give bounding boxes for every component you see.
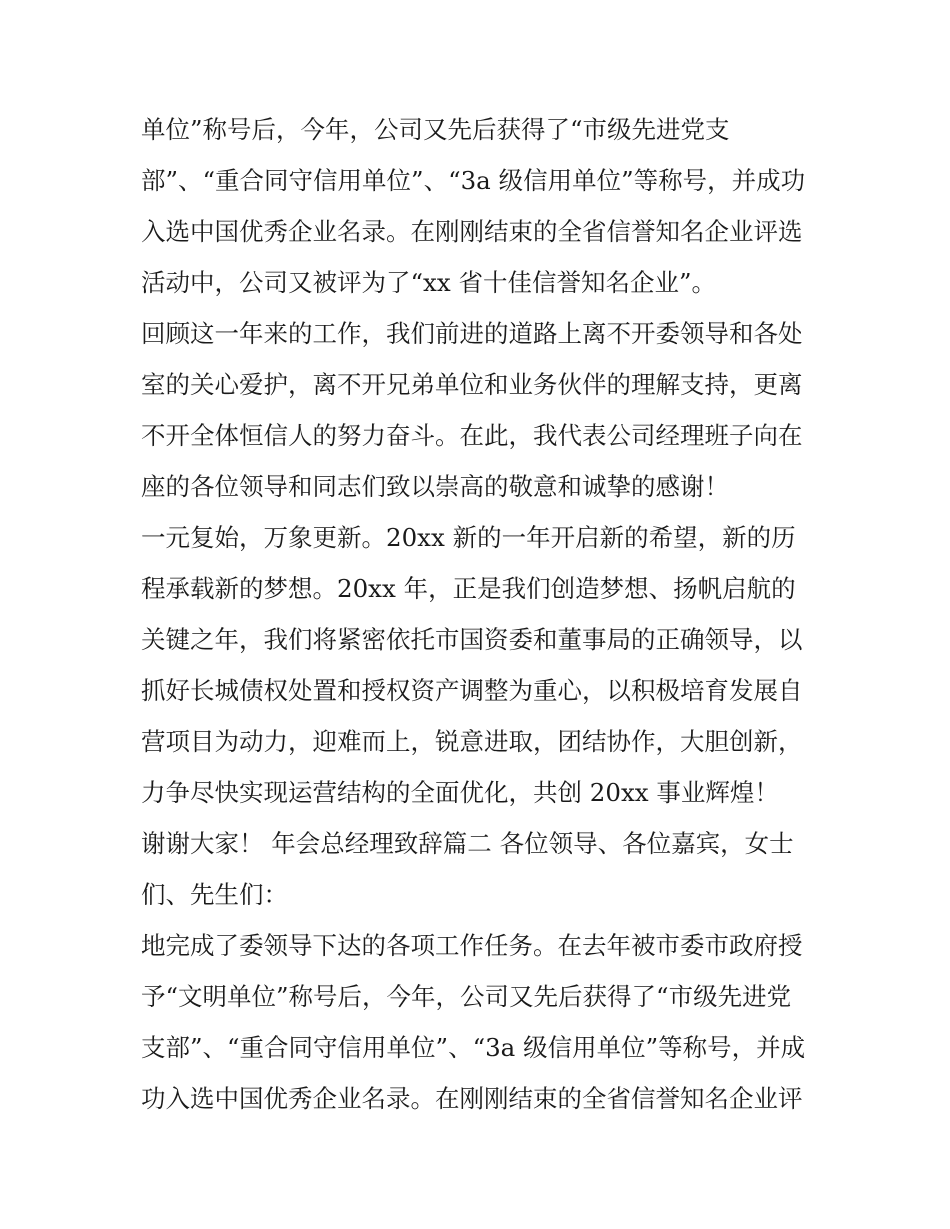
text-line: 部”、“重合同守信用单位”、“3a 级信用单位”等称号，并成功: [141, 166, 806, 195]
text-line: 单位”称号后，今年，公司又先后获得了“市级先进党支: [141, 115, 730, 144]
text-line: 们、先生们：: [141, 880, 288, 909]
text-line: 力争尽快实现运营结构的全面优化，共创 20xx 事业辉煌！: [141, 778, 779, 807]
text-line: 回顾这一年来的工作，我们前进的道路上离不开委领导和各处: [141, 319, 803, 348]
text-line: 功入选中国优秀企业名录。在刚刚结束的全省信誉知名企业评: [141, 1084, 803, 1113]
text-line: 关键之年，我们将紧密依托市国资委和董事局的正确领导，以: [141, 625, 803, 654]
body-text: [141, 104, 841, 1124]
text-line: 座的各位领导和同志们致以崇高的敬意和诚挚的感谢！: [141, 472, 729, 501]
text-line: 支部”、“重合同守信用单位”、“3a 级信用单位”等称号，并成: [141, 1033, 806, 1062]
text-line: 程承载新的梦想。20xx 年，正是我们创造梦想、扬帆启航的: [141, 574, 796, 603]
text-line: 营项目为动力，迎难而上，锐意进取，团结协作，大胆创新，: [141, 727, 803, 756]
text-line: 谢谢大家！ 年会总经理致辞篇二 各位领导、各位嘉宾，女士: [141, 829, 794, 858]
text-line: 室的关心爱护，离不开兄弟单位和业务伙伴的理解支持，更离: [141, 370, 803, 399]
text-line: 活动中，公司又被评为了“xx 省十佳信誉知名企业”。: [141, 268, 716, 297]
text-line: 地完成了委领导下达的各项工作任务。在去年被市委市政府授: [141, 931, 803, 960]
text-line: 予“文明单位”称号后，今年，公司又先后获得了“市级先进党: [141, 982, 792, 1011]
text-line: 一元复始，万象更新。20xx 新的一年开启新的希望，新的历: [141, 523, 796, 552]
text-line: 不开全体恒信人的努力奋斗。在此，我代表公司经理班子向在: [141, 421, 803, 450]
text-line: 抓好长城债权处置和授权资产调整为重心，以积极培育发展自: [141, 676, 803, 705]
text-line: 入选中国优秀企业名录。在刚刚结束的全省信誉知名企业评选: [141, 217, 803, 246]
